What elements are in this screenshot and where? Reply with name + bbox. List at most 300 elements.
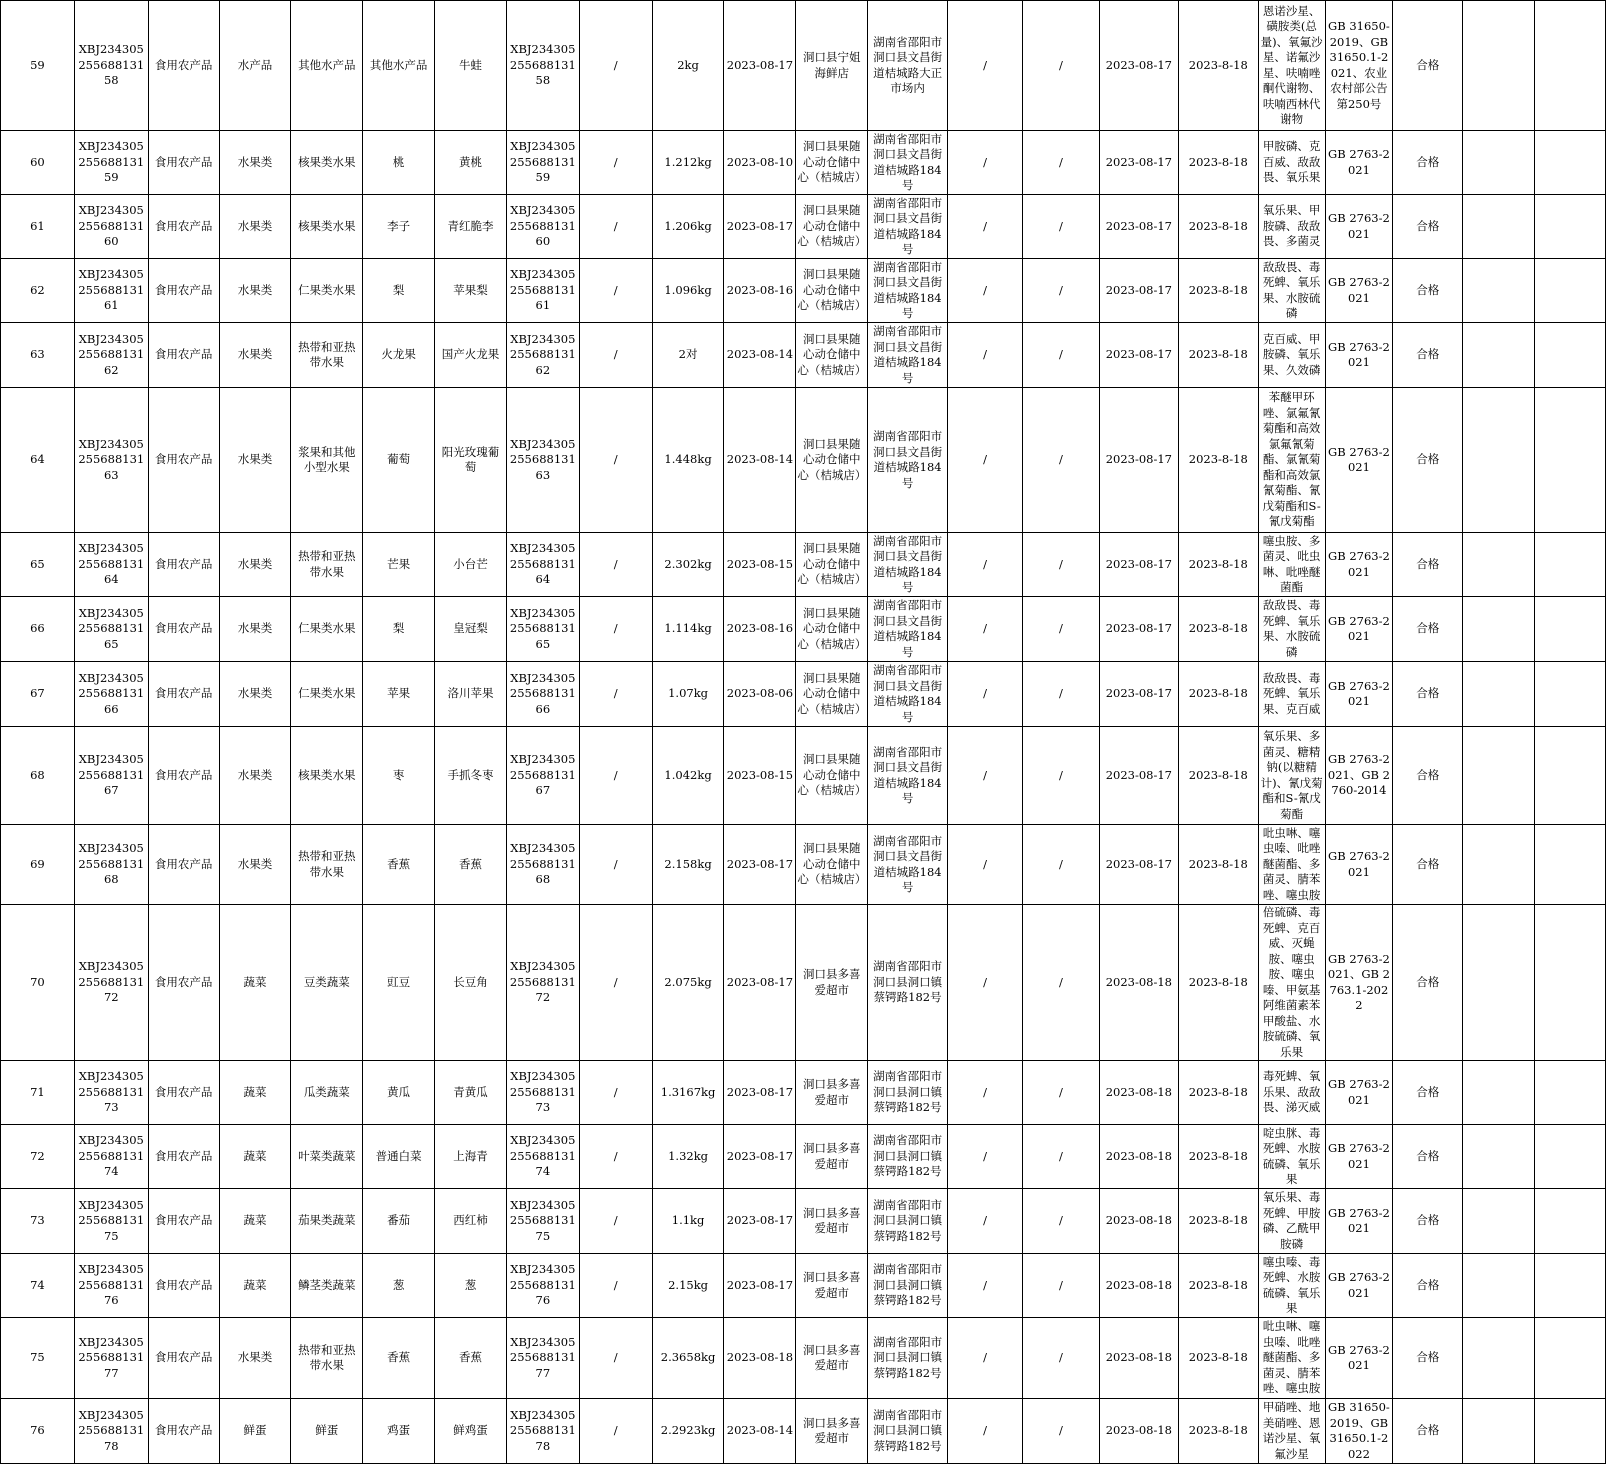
product-name-cell: 香蕉	[435, 825, 507, 905]
production-date-cell: 2023-08-17	[724, 1, 796, 131]
result-cell: 合格	[1393, 597, 1463, 662]
test-items-cell: 氧乐果、毒死蜱、甲胺磷、乙酰甲胺磷	[1258, 1189, 1325, 1254]
sampling-date-cell: 2023-08-17	[1099, 388, 1178, 533]
production-date-cell: 2023-08-17	[724, 1061, 796, 1125]
test-items-cell: 毒死蜱、氧乐果、敌敌畏、涕灭威	[1258, 1061, 1325, 1125]
row-number: 75	[1, 1318, 75, 1399]
sample-code-cell: XBJ23430525568813166	[506, 662, 579, 727]
test-items-cell: 恩诺沙星、磺胺类(总量)、氧氟沙星、诺氟沙星、呋喃唑酮代谢物、呋喃西林代谢物	[1258, 1, 1325, 131]
production-date-cell: 2023-08-15	[724, 533, 796, 597]
sampling-date-cell: 2023-08-17	[1099, 533, 1178, 597]
food-subtype2-cell: 枣	[363, 727, 435, 825]
food-type-cell: 蔬菜	[219, 1125, 291, 1189]
product-name-cell: 黄桃	[435, 131, 507, 195]
note-cell	[1463, 905, 1535, 1061]
production-date-cell: 2023-08-17	[724, 195, 796, 259]
store-address-cell: 湖南省邵阳市洞口县洞口镇蔡锷路182号	[868, 905, 948, 1061]
food-type-cell: 蔬菜	[219, 1189, 291, 1254]
report-date-cell: 2023-8-18	[1178, 533, 1258, 597]
sample-id-cell: XBJ23430525568813160	[74, 195, 148, 259]
table-row	[1, 662, 1606, 727]
note-cell	[1463, 727, 1535, 825]
manufacturer-address-cell: /	[1022, 388, 1099, 533]
note-cell	[1463, 1318, 1535, 1399]
extra-cell	[1534, 1318, 1605, 1399]
standard-cell: GB 2763-2021	[1325, 662, 1393, 727]
sample-code-cell: XBJ23430525568813177	[506, 1318, 579, 1399]
standard-cell: GB 2763-2021	[1325, 323, 1393, 388]
table-row	[1, 1254, 1606, 1318]
food-type-cell: 蔬菜	[219, 1254, 291, 1318]
row-number: 70	[1, 905, 75, 1061]
spec-cell: 1.1kg	[652, 1189, 724, 1254]
sample-code-cell: XBJ23430525568813172	[506, 905, 579, 1061]
production-date-cell: 2023-08-16	[724, 259, 796, 323]
manufacturer-cell: /	[948, 1125, 1023, 1189]
category-cell: 食用农产品	[148, 195, 219, 259]
note-cell	[1463, 388, 1535, 533]
result-cell: 合格	[1393, 825, 1463, 905]
test-items-cell: 甲硝唑、地美硝唑、恩诺沙星、氧氟沙星	[1258, 1399, 1325, 1464]
store-name-cell: 洞口县果随心动仓储中心（桔城店）	[796, 195, 868, 259]
result-cell: 合格	[1393, 195, 1463, 259]
category-cell: 食用农产品	[148, 259, 219, 323]
manufacturer-address-cell: /	[1022, 1318, 1099, 1399]
product-name-cell: 皇冠梨	[435, 597, 507, 662]
store-address-cell: 湖南省邵阳市洞口县文昌街道桔城路184号	[868, 388, 948, 533]
spec-cell: 1.114kg	[652, 597, 724, 662]
row-number: 69	[1, 825, 75, 905]
sample-id-cell: XBJ23430525568813167	[74, 727, 148, 825]
food-subtype2-cell: 普通白菜	[363, 1125, 435, 1189]
category-cell: 食用农产品	[148, 727, 219, 825]
spec-cell: 1.096kg	[652, 259, 724, 323]
sampling-date-cell: 2023-08-18	[1099, 1254, 1178, 1318]
food-subtype2-cell: 鸡蛋	[363, 1399, 435, 1464]
note-cell	[1463, 195, 1535, 259]
sample-code-cell: XBJ23430525568813175	[506, 1189, 579, 1254]
row-number: 72	[1, 1125, 75, 1189]
product-name-cell: 牛蛙	[435, 1, 507, 131]
manufacturer-cell: /	[948, 825, 1023, 905]
store-name-cell: 洞口县果随心动仓储中心（桔城店）	[796, 259, 868, 323]
food-subtype2-cell: 葡萄	[363, 388, 435, 533]
manufacturer-cell: /	[948, 727, 1023, 825]
food-subtype2-cell: 李子	[363, 195, 435, 259]
sampling-date-cell: 2023-08-18	[1099, 1399, 1178, 1464]
test-items-cell: 吡虫啉、噻虫嗪、吡唑醚菌酯、多菌灵、腈苯唑、噻虫胺	[1258, 825, 1325, 905]
row-number: 73	[1, 1189, 75, 1254]
standard-cell: GB 2763-2021	[1325, 195, 1393, 259]
production-date-cell: 2023-08-06	[724, 662, 796, 727]
category-cell: 食用农产品	[148, 825, 219, 905]
manufacturer-address-cell: /	[1022, 1399, 1099, 1464]
test-items-cell: 苯醚甲环唑、氯氟氰菊酯和高效氯氟氰菊酯、氯氰菊酯和高效氯氰菊酯、氰戊菊酯和S-氰戊菊酯	[1258, 388, 1325, 533]
brand-cell: /	[579, 259, 652, 323]
extra-cell	[1534, 259, 1605, 323]
manufacturer-address-cell: /	[1022, 323, 1099, 388]
manufacturer-address-cell: /	[1022, 533, 1099, 597]
brand-cell: /	[579, 905, 652, 1061]
table-row	[1, 1189, 1606, 1254]
report-date-cell: 2023-8-18	[1178, 905, 1258, 1061]
result-cell: 合格	[1393, 533, 1463, 597]
sample-code-cell: XBJ23430525568813173	[506, 1061, 579, 1125]
category-cell: 食用农产品	[148, 597, 219, 662]
sampling-date-cell: 2023-08-17	[1099, 597, 1178, 662]
category-cell: 食用农产品	[148, 388, 219, 533]
food-type-cell: 水果类	[219, 259, 291, 323]
store-address-cell: 湖南省邵阳市洞口县文昌街道桔城路184号	[868, 662, 948, 727]
production-date-cell: 2023-08-14	[724, 388, 796, 533]
brand-cell: /	[579, 1061, 652, 1125]
store-address-cell: 湖南省邵阳市洞口县文昌街道桔城路184号	[868, 195, 948, 259]
store-address-cell: 湖南省邵阳市洞口县洞口镇蔡锷路182号	[868, 1254, 948, 1318]
note-cell	[1463, 131, 1535, 195]
brand-cell: /	[579, 388, 652, 533]
result-cell: 合格	[1393, 259, 1463, 323]
category-cell: 食用农产品	[148, 1254, 219, 1318]
food-type-cell: 蔬菜	[219, 1061, 291, 1125]
food-subtype2-cell: 梨	[363, 597, 435, 662]
manufacturer-address-cell: /	[1022, 597, 1099, 662]
note-cell	[1463, 1254, 1535, 1318]
report-date-cell: 2023-8-18	[1178, 727, 1258, 825]
extra-cell	[1534, 1399, 1605, 1464]
spec-cell: 2.2923kg	[652, 1399, 724, 1464]
spec-cell: 2kg	[652, 1, 724, 131]
report-date-cell: 2023-8-18	[1178, 597, 1258, 662]
note-cell	[1463, 662, 1535, 727]
food-subtype-cell: 仁果类水果	[291, 597, 363, 662]
row-number: 74	[1, 1254, 75, 1318]
food-subtype-cell: 仁果类水果	[291, 259, 363, 323]
sample-id-cell: XBJ23430525568813178	[74, 1399, 148, 1464]
extra-cell	[1534, 533, 1605, 597]
row-number: 66	[1, 597, 75, 662]
sample-id-cell: XBJ23430525568813158	[74, 1, 148, 131]
extra-cell	[1534, 131, 1605, 195]
row-number: 71	[1, 1061, 75, 1125]
test-items-cell: 敌敌畏、毒死蜱、氧乐果、克百威	[1258, 662, 1325, 727]
result-cell: 合格	[1393, 1254, 1463, 1318]
result-cell: 合格	[1393, 1189, 1463, 1254]
manufacturer-cell: /	[948, 388, 1023, 533]
standard-cell: GB 2763-2021	[1325, 825, 1393, 905]
sampling-date-cell: 2023-08-18	[1099, 905, 1178, 1061]
food-type-cell: 鲜蛋	[219, 1399, 291, 1464]
note-cell	[1463, 259, 1535, 323]
food-type-cell: 水果类	[219, 597, 291, 662]
spec-cell: 2对	[652, 323, 724, 388]
manufacturer-address-cell: /	[1022, 825, 1099, 905]
product-name-cell: 青红脆李	[435, 195, 507, 259]
report-date-cell: 2023-8-18	[1178, 195, 1258, 259]
extra-cell	[1534, 825, 1605, 905]
food-subtype2-cell: 其他水产品	[363, 1, 435, 131]
row-number: 65	[1, 533, 75, 597]
standard-cell: GB 2763-2021	[1325, 131, 1393, 195]
standard-cell: GB 2763-2021、GB 2760-2014	[1325, 727, 1393, 825]
brand-cell: /	[579, 1189, 652, 1254]
store-name-cell: 洞口县果随心动仓储中心（桔城店）	[796, 727, 868, 825]
standard-cell: GB 2763-2021	[1325, 597, 1393, 662]
test-items-cell: 氧乐果、甲胺磷、敌敌畏、多菌灵	[1258, 195, 1325, 259]
food-subtype-cell: 核果类水果	[291, 195, 363, 259]
standard-cell: GB 31650-2019、GB 31650.1-2022	[1325, 1399, 1393, 1464]
manufacturer-cell: /	[948, 1318, 1023, 1399]
standard-cell: GB 2763-2021	[1325, 259, 1393, 323]
category-cell: 食用农产品	[148, 1125, 219, 1189]
table-row	[1, 727, 1606, 825]
category-cell: 食用农产品	[148, 1399, 219, 1464]
standard-cell: GB 2763-2021、GB 2763.1-2022	[1325, 905, 1393, 1061]
manufacturer-address-cell: /	[1022, 662, 1099, 727]
store-name-cell: 洞口县多喜爱超市	[796, 1061, 868, 1125]
sample-id-cell: XBJ23430525568813162	[74, 323, 148, 388]
note-cell	[1463, 1399, 1535, 1464]
food-type-cell: 水果类	[219, 1318, 291, 1399]
food-subtype-cell: 热带和亚热带水果	[291, 533, 363, 597]
brand-cell: /	[579, 195, 652, 259]
food-subtype2-cell: 豇豆	[363, 905, 435, 1061]
test-items-cell: 氧乐果、多菌灵、糖精钠(以糖精计)、氰戊菊酯和S-氰戊菊酯	[1258, 727, 1325, 825]
sample-id-cell: XBJ23430525568813172	[74, 905, 148, 1061]
food-type-cell: 水果类	[219, 533, 291, 597]
product-name-cell: 青黄瓜	[435, 1061, 507, 1125]
manufacturer-address-cell: /	[1022, 1, 1099, 131]
test-items-cell: 噻虫胺、多菌灵、吡虫啉、吡唑醚菌酯	[1258, 533, 1325, 597]
sample-code-cell: XBJ23430525568813167	[506, 727, 579, 825]
product-name-cell: 香蕉	[435, 1318, 507, 1399]
spec-cell: 1.32kg	[652, 1125, 724, 1189]
standard-cell: GB 2763-2021	[1325, 1189, 1393, 1254]
manufacturer-cell: /	[948, 1399, 1023, 1464]
sample-id-cell: XBJ23430525568813159	[74, 131, 148, 195]
category-cell: 食用农产品	[148, 323, 219, 388]
spec-cell: 1.206kg	[652, 195, 724, 259]
food-subtype-cell: 浆果和其他小型水果	[291, 388, 363, 533]
row-number: 62	[1, 259, 75, 323]
spec-cell: 2.15kg	[652, 1254, 724, 1318]
manufacturer-cell: /	[948, 662, 1023, 727]
food-type-cell: 水果类	[219, 131, 291, 195]
test-items-cell: 吡虫啉、噻虫嗪、吡唑醚菌酯、多菌灵、腈苯唑、噻虫胺	[1258, 1318, 1325, 1399]
test-items-cell: 甲胺磷、克百威、敌敌畏、氧乐果	[1258, 131, 1325, 195]
manufacturer-cell: /	[948, 1, 1023, 131]
note-cell	[1463, 1, 1535, 131]
sampling-date-cell: 2023-08-17	[1099, 662, 1178, 727]
product-name-cell: 苹果梨	[435, 259, 507, 323]
food-subtype-cell: 瓜类蔬菜	[291, 1061, 363, 1125]
store-name-cell: 洞口县多喜爱超市	[796, 1189, 868, 1254]
report-date-cell: 2023-8-18	[1178, 1318, 1258, 1399]
product-name-cell: 国产火龙果	[435, 323, 507, 388]
product-name-cell: 洛川苹果	[435, 662, 507, 727]
category-cell: 食用农产品	[148, 905, 219, 1061]
product-name-cell: 西红柿	[435, 1189, 507, 1254]
spec-cell: 1.3167kg	[652, 1061, 724, 1125]
report-date-cell: 2023-8-18	[1178, 1, 1258, 131]
row-number: 76	[1, 1399, 75, 1464]
row-number: 60	[1, 131, 75, 195]
report-date-cell: 2023-8-18	[1178, 1399, 1258, 1464]
row-number: 68	[1, 727, 75, 825]
extra-cell	[1534, 1061, 1605, 1125]
sampling-date-cell: 2023-08-17	[1099, 195, 1178, 259]
table-row	[1, 388, 1606, 533]
food-subtype2-cell: 葱	[363, 1254, 435, 1318]
brand-cell: /	[579, 662, 652, 727]
product-name-cell: 手抓冬枣	[435, 727, 507, 825]
extra-cell	[1534, 662, 1605, 727]
food-subtype-cell: 其他水产品	[291, 1, 363, 131]
extra-cell	[1534, 905, 1605, 1061]
food-subtype-cell: 鳞茎类蔬菜	[291, 1254, 363, 1318]
result-cell: 合格	[1393, 1125, 1463, 1189]
report-date-cell: 2023-8-18	[1178, 388, 1258, 533]
sampling-date-cell: 2023-08-17	[1099, 825, 1178, 905]
sample-id-cell: XBJ23430525568813174	[74, 1125, 148, 1189]
food-subtype-cell: 核果类水果	[291, 131, 363, 195]
food-subtype2-cell: 番茄	[363, 1189, 435, 1254]
result-cell: 合格	[1393, 131, 1463, 195]
product-name-cell: 小台芒	[435, 533, 507, 597]
table-row	[1, 1125, 1606, 1189]
food-subtype2-cell: 黄瓜	[363, 1061, 435, 1125]
food-subtype-cell: 核果类水果	[291, 727, 363, 825]
production-date-cell: 2023-08-17	[724, 1189, 796, 1254]
sampling-date-cell: 2023-08-18	[1099, 1189, 1178, 1254]
store-name-cell: 洞口县果随心动仓储中心（桔城店）	[796, 388, 868, 533]
report-date-cell: 2023-8-18	[1178, 1061, 1258, 1125]
note-cell	[1463, 1125, 1535, 1189]
result-cell: 合格	[1393, 662, 1463, 727]
category-cell: 食用农产品	[148, 1, 219, 131]
brand-cell: /	[579, 323, 652, 388]
table-row	[1, 597, 1606, 662]
sample-code-cell: XBJ23430525568813162	[506, 323, 579, 388]
brand-cell: /	[579, 1125, 652, 1189]
sample-id-cell: XBJ23430525568813177	[74, 1318, 148, 1399]
store-name-cell: 洞口县宁姐海鲜店	[796, 1, 868, 131]
report-date-cell: 2023-8-18	[1178, 1189, 1258, 1254]
sample-code-cell: XBJ23430525568813163	[506, 388, 579, 533]
product-name-cell: 葱	[435, 1254, 507, 1318]
production-date-cell: 2023-08-17	[724, 905, 796, 1061]
store-address-cell: 湖南省邵阳市洞口县洞口镇蔡锷路182号	[868, 1061, 948, 1125]
food-subtype2-cell: 梨	[363, 259, 435, 323]
food-subtype-cell: 热带和亚热带水果	[291, 1318, 363, 1399]
manufacturer-address-cell: /	[1022, 1125, 1099, 1189]
extra-cell	[1534, 388, 1605, 533]
food-subtype-cell: 茄果类蔬菜	[291, 1189, 363, 1254]
sample-code-cell: XBJ23430525568813176	[506, 1254, 579, 1318]
manufacturer-cell: /	[948, 1254, 1023, 1318]
store-address-cell: 湖南省邵阳市洞口县洞口镇蔡锷路182号	[868, 1318, 948, 1399]
store-name-cell: 洞口县多喜爱超市	[796, 1399, 868, 1464]
table-row	[1, 195, 1606, 259]
production-date-cell: 2023-08-14	[724, 323, 796, 388]
store-address-cell: 湖南省邵阳市洞口县洞口镇蔡锷路182号	[868, 1189, 948, 1254]
sampling-date-cell: 2023-08-17	[1099, 259, 1178, 323]
production-date-cell: 2023-08-16	[724, 597, 796, 662]
sample-code-cell: XBJ23430525568813159	[506, 131, 579, 195]
production-date-cell: 2023-08-14	[724, 1399, 796, 1464]
sample-code-cell: XBJ23430525568813160	[506, 195, 579, 259]
brand-cell: /	[579, 1, 652, 131]
manufacturer-cell: /	[948, 905, 1023, 1061]
store-address-cell: 湖南省邵阳市洞口县文昌街道桔城路184号	[868, 323, 948, 388]
food-subtype-cell: 豆类蔬菜	[291, 905, 363, 1061]
store-address-cell: 湖南省邵阳市洞口县文昌街道桔城路184号	[868, 825, 948, 905]
category-cell: 食用农产品	[148, 1318, 219, 1399]
brand-cell: /	[579, 1399, 652, 1464]
standard-cell: GB 31650-2019、GB 31650.1-2021、农业农村部公告第250号	[1325, 1, 1393, 131]
table-row	[1, 1, 1606, 131]
test-items-cell: 敌敌畏、毒死蜱、氧乐果、水胺硫磷	[1258, 259, 1325, 323]
report-date-cell: 2023-8-18	[1178, 1254, 1258, 1318]
extra-cell	[1534, 727, 1605, 825]
extra-cell	[1534, 597, 1605, 662]
table-row	[1, 323, 1606, 388]
note-cell	[1463, 1061, 1535, 1125]
brand-cell: /	[579, 131, 652, 195]
product-name-cell: 鲜鸡蛋	[435, 1399, 507, 1464]
test-items-cell: 敌敌畏、毒死蜱、氧乐果、水胺硫磷	[1258, 597, 1325, 662]
note-cell	[1463, 825, 1535, 905]
note-cell	[1463, 323, 1535, 388]
standard-cell: GB 2763-2021	[1325, 533, 1393, 597]
extra-cell	[1534, 1254, 1605, 1318]
table-row	[1, 131, 1606, 195]
store-name-cell: 洞口县果随心动仓储中心（桔城店）	[796, 662, 868, 727]
test-items-cell: 啶虫脒、毒死蜱、水胺硫磷、氧乐果	[1258, 1125, 1325, 1189]
sample-id-cell: XBJ23430525568813164	[74, 533, 148, 597]
manufacturer-address-cell: /	[1022, 259, 1099, 323]
manufacturer-cell: /	[948, 533, 1023, 597]
food-subtype2-cell: 芒果	[363, 533, 435, 597]
food-type-cell: 水果类	[219, 323, 291, 388]
report-date-cell: 2023-8-18	[1178, 825, 1258, 905]
note-cell	[1463, 1189, 1535, 1254]
category-cell: 食用农产品	[148, 533, 219, 597]
table-row	[1, 533, 1606, 597]
category-cell: 食用农产品	[148, 1061, 219, 1125]
food-type-cell: 水果类	[219, 662, 291, 727]
store-address-cell: 湖南省邵阳市洞口县洞口镇蔡锷路182号	[868, 1399, 948, 1464]
manufacturer-cell: /	[948, 1061, 1023, 1125]
sample-code-cell: XBJ23430525568813168	[506, 825, 579, 905]
store-name-cell: 洞口县果随心动仓储中心（桔城店）	[796, 323, 868, 388]
brand-cell: /	[579, 1318, 652, 1399]
extra-cell	[1534, 1189, 1605, 1254]
manufacturer-cell: /	[948, 597, 1023, 662]
manufacturer-address-cell: /	[1022, 905, 1099, 1061]
sample-code-cell: XBJ23430525568813165	[506, 597, 579, 662]
table-row	[1, 1061, 1606, 1125]
manufacturer-cell: /	[948, 323, 1023, 388]
production-date-cell: 2023-08-17	[724, 1254, 796, 1318]
food-type-cell: 水果类	[219, 388, 291, 533]
store-address-cell: 湖南省邵阳市洞口县文昌街道桔城路大正市场内	[868, 1, 948, 131]
store-name-cell: 洞口县果随心动仓储中心（桔城店）	[796, 533, 868, 597]
food-subtype-cell: 热带和亚热带水果	[291, 323, 363, 388]
sampling-date-cell: 2023-08-18	[1099, 1125, 1178, 1189]
sample-id-cell: XBJ23430525568813165	[74, 597, 148, 662]
category-cell: 食用农产品	[148, 662, 219, 727]
sample-code-cell: XBJ23430525568813164	[506, 533, 579, 597]
